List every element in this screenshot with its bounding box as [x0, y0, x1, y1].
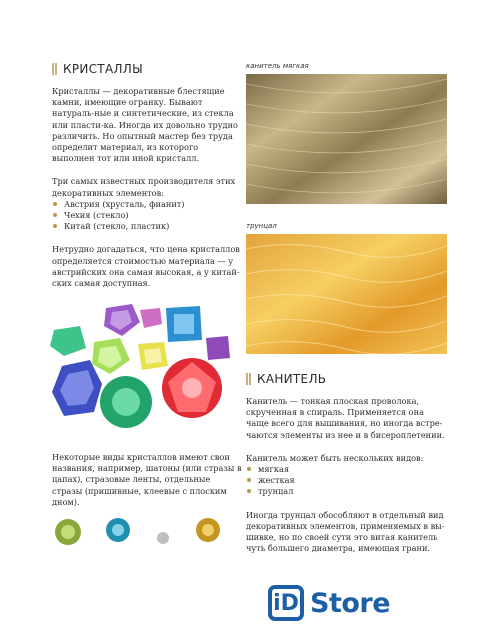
list-item: Китай (стекло, пластик) — [52, 221, 242, 232]
soft-kanitel-photo — [246, 74, 447, 204]
crystals-column — [52, 62, 242, 301]
caption-soft-kanitel: канитель мягкая — [246, 62, 309, 70]
list-item: Чехия (стекло) — [52, 210, 242, 221]
logo-text: Store — [310, 587, 391, 619]
kanitel-intro: Канитель — тонкая плоская проволока, скрученная в спираль. Применяется она чаще всего для вышивания, но иногда встре-чаются элементы из нее и в бисероплетении. — [246, 396, 445, 440]
red-gem-icon — [162, 358, 222, 418]
kanitel-types-list — [246, 464, 446, 498]
violet-gem-icon — [206, 336, 230, 360]
green-gem-icon — [50, 326, 86, 356]
kanitel-heading — [246, 372, 446, 386]
kanitel-column — [246, 372, 446, 566]
green-round-gem-icon — [100, 376, 152, 428]
heading-marker-icon — [246, 373, 252, 385]
crystals-price-text: Нетрудно догадаться, что цена кристаллов определяется стоимостью материала — у австрийских она самая высокая, а у китай-ских самая доступная. — [52, 244, 240, 289]
logo-mark: iD — [268, 585, 304, 621]
caption-trunal: трунцал — [246, 222, 277, 230]
yellow-gem-icon — [138, 342, 168, 370]
list-item: мягкая — [246, 464, 446, 475]
list-item: Австрия (хрусталь, фианит) — [52, 199, 242, 210]
gold-chaton-icon — [196, 518, 220, 542]
chatons-image — [48, 508, 238, 558]
crystals-intro: Кристаллы — декоративные блестящие камни, имеющие огранку. Бывают натураль-ные и синтетические, из стекла или пласти-ка. Иногда их довольно трудно различить. Но опытный мастер без труда определит материал, из которого выполнен тот или иной кристалл. — [52, 86, 238, 164]
list-item: трунцал — [246, 486, 446, 497]
lime-gem-icon — [92, 338, 130, 374]
blue-gem-icon — [52, 360, 102, 416]
pink-gem-icon — [140, 308, 162, 328]
crystals-image — [40, 304, 240, 434]
crystals-title: КРИСТАЛЛЫ — [63, 62, 143, 76]
blue-square-gem-icon — [166, 306, 202, 342]
kanitel-title: КАНИТЕЛЬ — [257, 372, 327, 386]
crystals-heading — [52, 62, 242, 76]
olive-chaton-icon — [55, 519, 81, 545]
idstore-logo — [268, 585, 390, 621]
silver-chaton-icon — [157, 532, 169, 544]
trunal-text: Иногда трунцал обособляют в отдельный вид декоративных элементов, применяемых в вы-шивке, но по своей сути это витая канитель чуть большего диаметра, имеющая грани. — [246, 509, 445, 554]
purple-gem-icon — [104, 304, 140, 336]
heading-marker-icon — [52, 63, 58, 75]
list-item: жесткая — [246, 475, 446, 486]
crystals-makers-intro: Три самых известных производителя этих декоративных элементов: — [52, 176, 236, 198]
kanitel-types-intro: Канитель может быть нескольких видов: — [246, 452, 424, 463]
trunal-photo — [246, 234, 447, 354]
crystals-types-text: Некоторые виды кристаллов имеют свои названия, например, шатоны (или стразы в цапах), стразовые ленты, отдельные стразы (пришивные, клеевые с плоским дном). — [52, 452, 242, 507]
teal-chaton-icon — [106, 518, 130, 542]
makers-list — [52, 199, 242, 233]
